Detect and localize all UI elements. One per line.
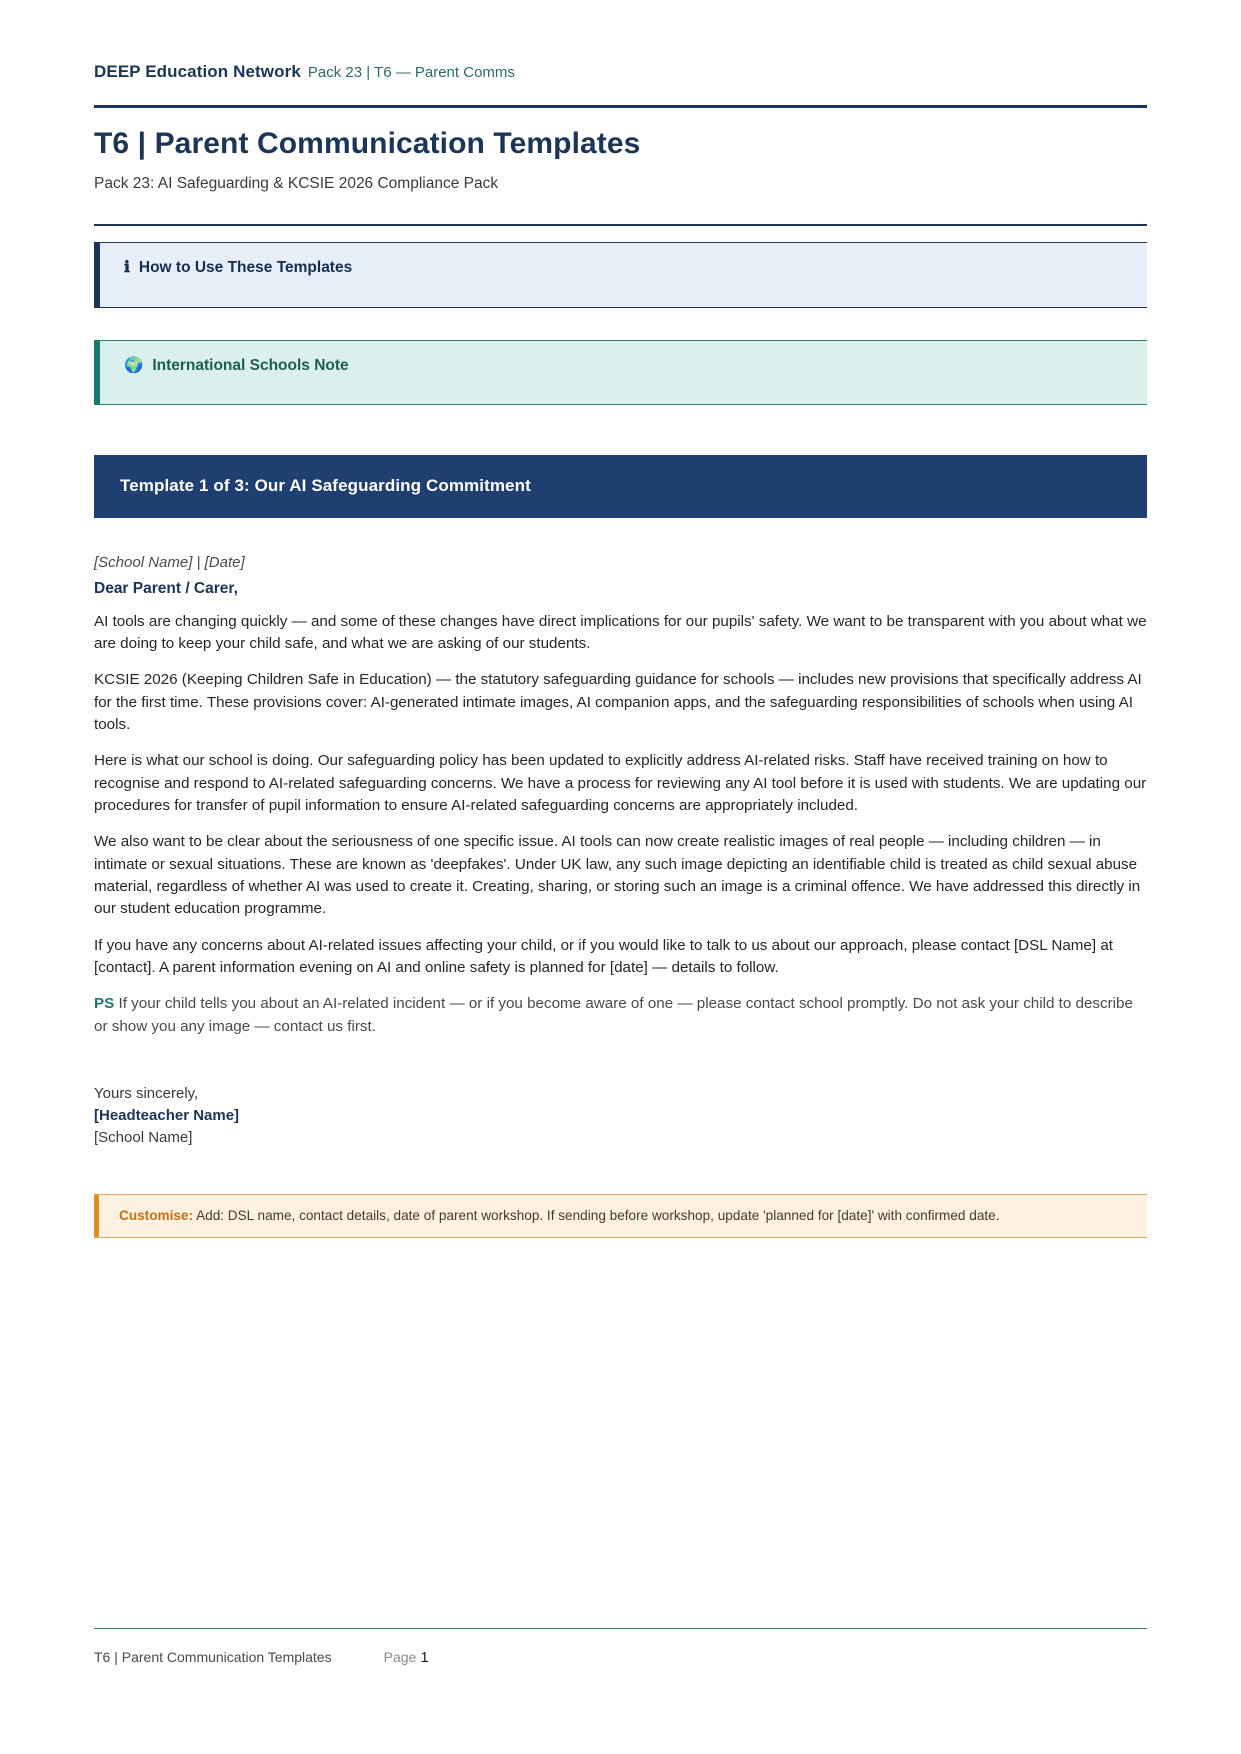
footer-page-label: Page (383, 1649, 417, 1665)
footer-page-number: 1 (420, 1649, 429, 1666)
ps-label: PS (94, 995, 115, 1013)
page-subtitle: Pack 23: AI Safeguarding & KCSIE 2026 Compliance Pack (94, 175, 499, 193)
breadcrumb: Pack 23 | T6 — Parent Comms (307, 64, 515, 81)
callout-title-row (124, 356, 1147, 376)
letter-signoff (94, 1083, 1147, 1148)
footer-divider (94, 1628, 1147, 1629)
customise-label: Customise: (119, 1208, 194, 1224)
footer-row (94, 1649, 1147, 1666)
callout-how-to-use (94, 243, 1147, 306)
page-footer (94, 1628, 1147, 1666)
brand-header (94, 0, 1147, 82)
letter-paragraph: AI tools are changing quickly — and some of these changes have direct implications for our pupils' safety. We want to be transparent with you about what we are doing to keep your child safe, and what we are asking of our students. (94, 612, 1147, 653)
signoff-closing: Yours sincerely, (94, 1085, 199, 1103)
callout-title-text: International Schools Note (152, 356, 349, 374)
letter-body (94, 554, 1147, 1149)
letter-postscript (94, 993, 1147, 1038)
callout-title-row (124, 258, 1147, 278)
spacer (94, 405, 1147, 455)
signoff-name: [Headteacher Name] (94, 1106, 240, 1124)
letter-meta: [School Name] | [Date] (94, 553, 245, 571)
letter-paragraph: We also want to be clear about the seriousness of one specific issue. AI tools can now create realistic images of real people — including children — in intimate or sexual situations. These are known as 'deepfakes'. Under UK law, any such image depicting an identifiable child is treated as child sexual abuse material, regardless of whether AI was used to create it. Creating, sharing, or storing such an image is a criminal offence. We have addressed this directly in our student education programme. (94, 833, 1141, 918)
info-icon: ℹ (124, 259, 130, 277)
letter-salutation: Dear Parent / Carer, (94, 579, 238, 597)
letter-paragraph: If you have any concerns about AI-related issues affecting your child, or if you would like to talk to us about our approach, please contact [DSL Name] at [contact]. A parent information evening on AI and online safety is planned for [date] — details to follow. (94, 936, 1113, 977)
letter-paragraph: KCSIE 2026 (Keeping Children Safe in Education) — the statutory safeguarding guidance for schools — includes new provisions that specifically address AI for the first time. These provisions cover: AI-generated intimate images, AI companion apps, and the safeguarding responsibilities of schools when using AI tools. (94, 671, 1142, 734)
signoff-school: [School Name] (94, 1128, 193, 1146)
globe-icon: 🌍 (124, 356, 144, 374)
brand-name: DEEP Education Network (94, 62, 301, 81)
customise-bottom-rule (94, 1237, 1147, 1238)
page-title: T6 | Parent Communication Templates (94, 127, 641, 161)
letter-paragraph: Here is what our school is doing. Our safeguarding policy has been updated to explicitly address AI-related risks. Staff have received training on how to recognise and respond to AI-related safeguarding concerns. We have a process for reviewing any AI tool before it is used with students. We are updating our procedures for transfer of pupil information to ensure AI-related safeguarding concerns are appropriately included. (94, 752, 1147, 815)
spacer (94, 226, 1147, 242)
customise-note (94, 1195, 1147, 1237)
customise-note-wrapper (94, 1194, 1147, 1238)
spacer (94, 308, 1147, 340)
template-section-header: Template 1 of 3: Our AI Safeguarding Commitment (94, 455, 1147, 518)
customise-text: Add: DSL name, contact details, date of parent workshop. If sending before workshop, update 'planned for [date]' with confirmed date. (196, 1208, 1000, 1224)
callout-international-schools (94, 341, 1147, 404)
callout-title-text: How to Use These Templates (138, 259, 353, 277)
ps-text: If your child tells you about an AI-related incident — or if you become aware of one — please contact school promptly. Do not ask your child to describe or show you any image — contact us first. (94, 995, 1133, 1035)
header-divider (94, 105, 1147, 108)
footer-document-name: T6 | Parent Communication Templates (94, 1649, 332, 1665)
